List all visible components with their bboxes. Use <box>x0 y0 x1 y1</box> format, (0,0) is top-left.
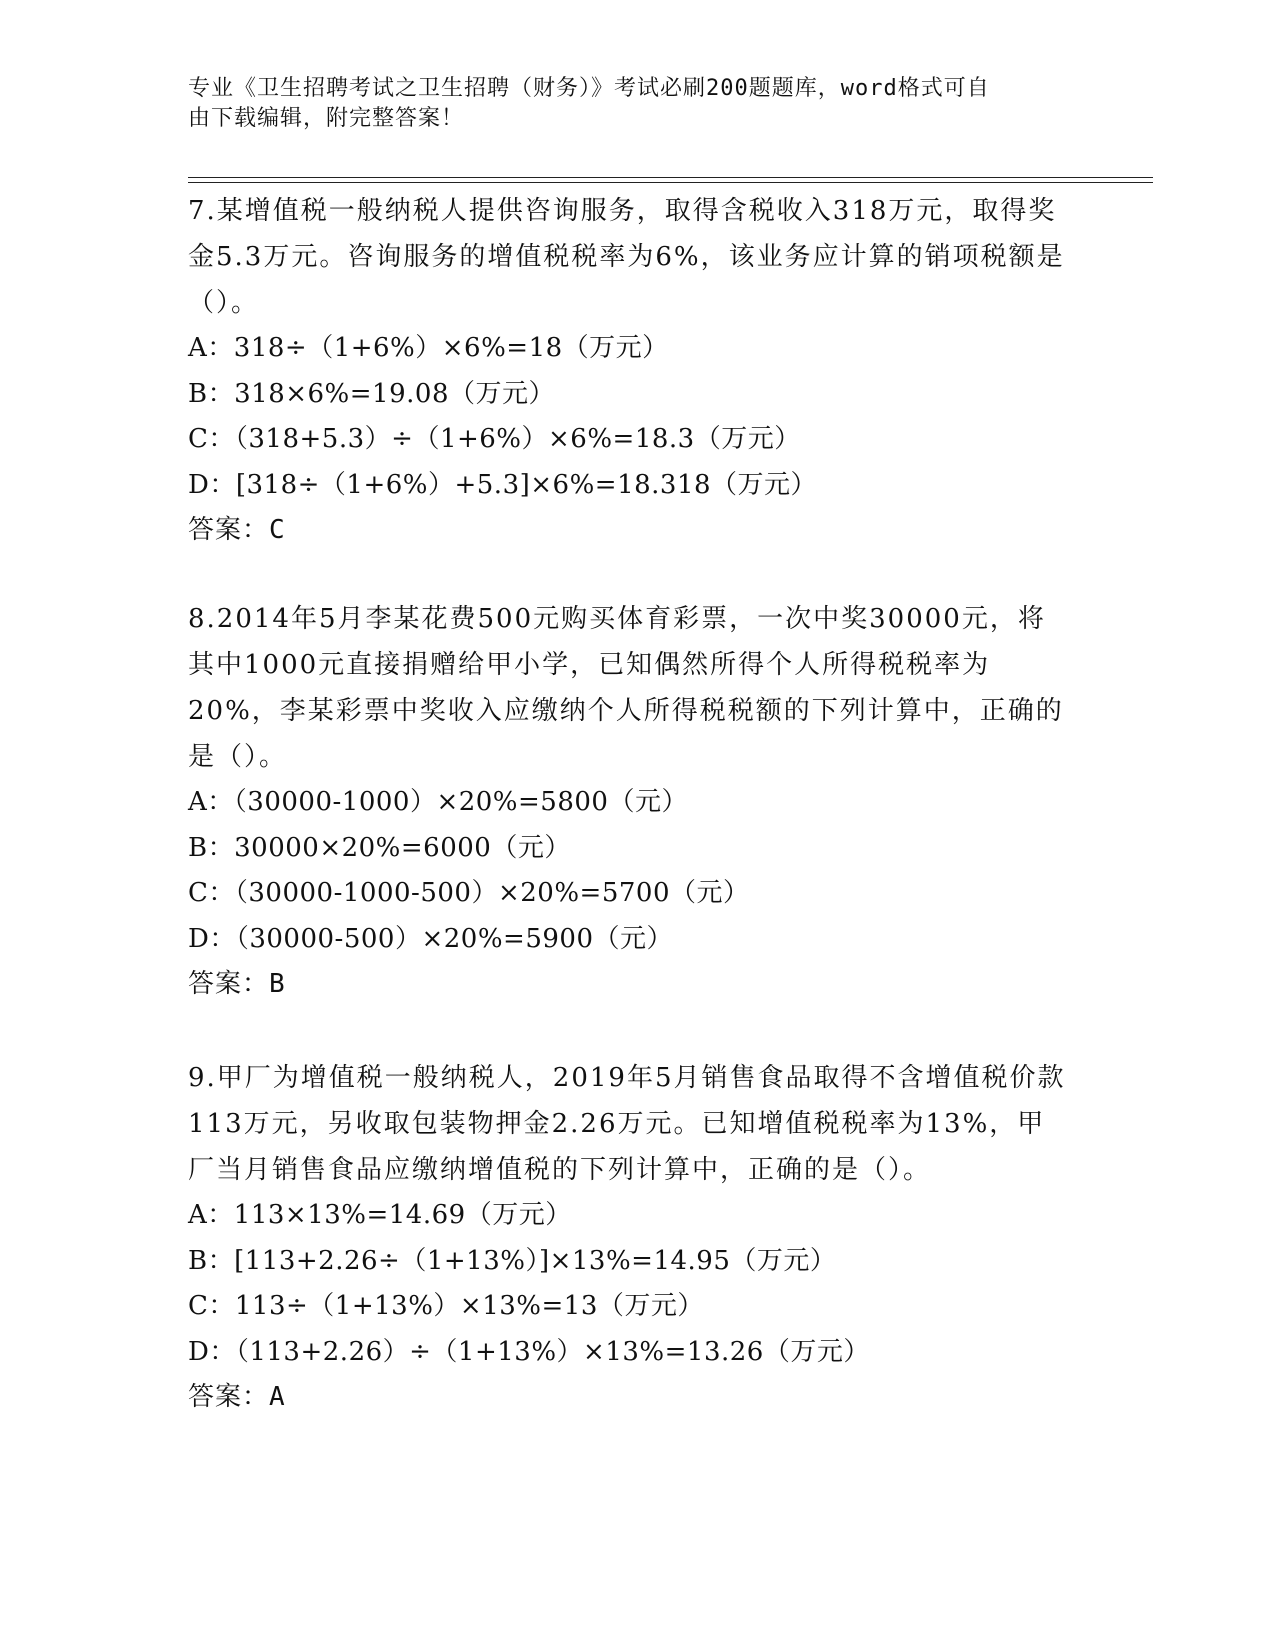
option-d: D：[318÷（1+6%）+5.3]×6%=18.318（万元） <box>188 469 818 500</box>
header-divider-top <box>188 177 1153 178</box>
option-c: C：113÷（1+13%）×13%=13（万元） <box>188 1291 704 1321</box>
question-stem: 7.某增值税一般纳税人提供咨询服务，取得含税收入318万元，取得奖金5.3万元。咨询服务的增值税税率为6%，该业务应计算的销项税额是（）。 <box>188 196 1065 318</box>
option-d: D：（30000-500）×20%=5900（元） <box>188 923 673 954</box>
answer: 答案：B <box>188 969 286 999</box>
option-a: A：（30000-1000）×20%=5800（元） <box>188 787 688 817</box>
option-d: D：（113+2.26）÷（1+13%）×13%=13.26（万元） <box>188 1336 870 1367</box>
question-8 <box>188 596 1068 1007</box>
answer: 答案：A <box>188 1382 286 1412</box>
question-7 <box>188 188 1068 553</box>
option-c: C：（318+5.3）÷（1+6%）×6%=18.3（万元） <box>188 424 801 454</box>
question-9 <box>188 1055 1068 1420</box>
option-a: A：113×13%=14.69（万元） <box>188 1200 572 1230</box>
option-c: C：（30000-1000-500）×20%=5700（元） <box>188 878 750 908</box>
question-stem: 9.甲厂为增值税一般纳税人，2019年5月销售食品取得不含增值税价款113万元，另收取包装物押金2.26万元。已知增值税税率为13%，甲厂当月销售食品应缴纳增值税的下列计算中，正确的是（）。 <box>188 1063 1066 1185</box>
option-b: B：30000×20%=6000（元） <box>188 832 571 863</box>
option-b: B：[113+2.26÷（1+13%）]×13%=14.95（万元） <box>188 1245 837 1276</box>
document-header <box>188 74 1068 134</box>
header-divider-bottom <box>188 182 1153 183</box>
option-b: B：318×6%=19.08（万元） <box>188 378 555 409</box>
question-stem: 8.2014年5月李某花费500元购买体育彩票，一次中奖30000元，将其中1000元直接捐赠给甲小学，已知偶然所得个人所得税税率为20%，李某彩票中奖收入应缴纳个人所得税税额的下列计算中，正确的是（）。 <box>188 604 1064 772</box>
answer: 答案：C <box>188 515 286 545</box>
header-line-1: 专业《卫生招聘考试之卫生招聘（财务）》考试必刷200题题库，word格式可自 <box>188 76 990 101</box>
option-a: A：318÷（1+6%）×6%=18（万元） <box>188 333 669 363</box>
header-line-2: 由下载编辑，附完整答案！ <box>188 106 465 131</box>
